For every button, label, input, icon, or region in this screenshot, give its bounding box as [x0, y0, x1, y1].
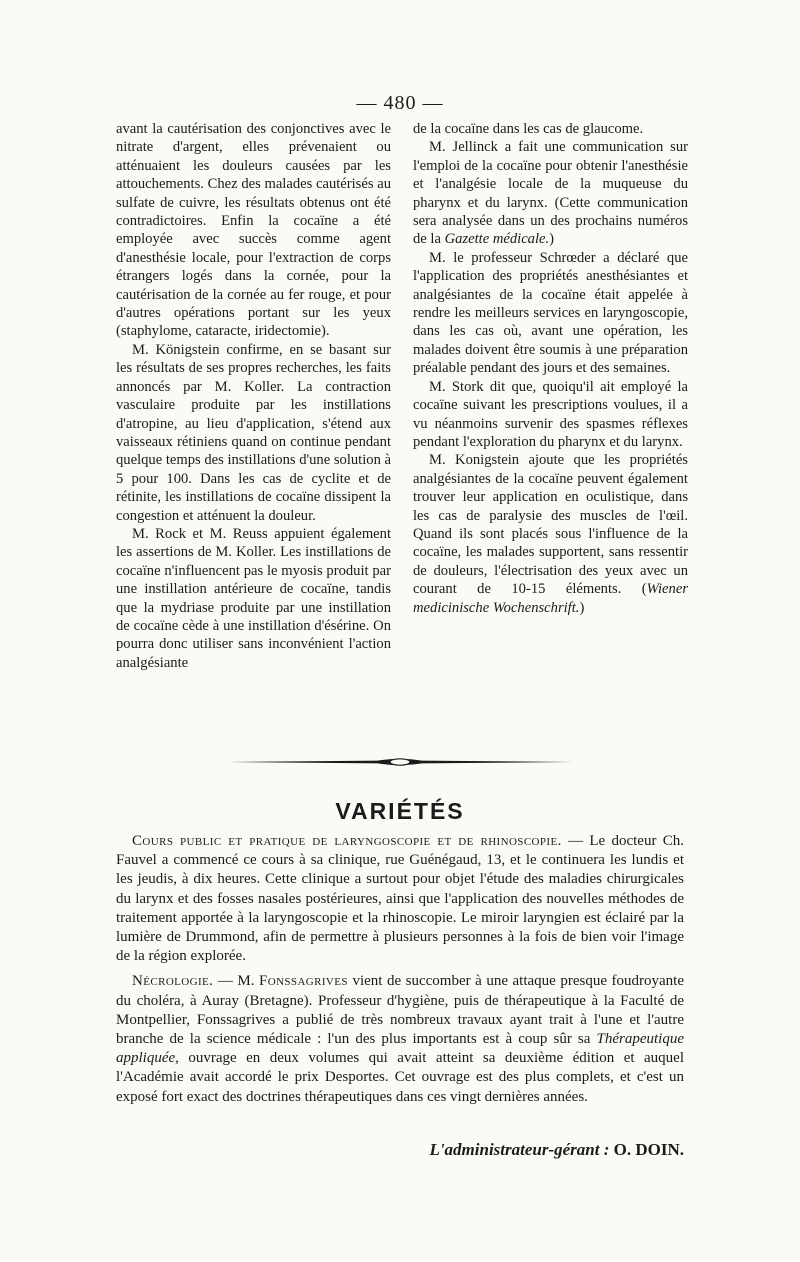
paragraph — [413, 138, 688, 248]
paragraph: M. Königstein confirme, en se basant sur les résultats de ses propres recherches, les faits annoncés par M. Koller. La contraction vasculaire produite par les instillations d'atropine, au lieu d'application, s'étend aux vaisseaux rétiniens quand on continue pendant quelque temps des instillations d'une solution à 5 pour 100. Dans les cas de cyclite et de rétinite, les instillations de cocaïne dissipent la congestion et atténuent la douleur. — [116, 341, 392, 524]
divider-ornament-icon — [228, 757, 573, 767]
news-text: vient de succomber à une attaque presque foudroyante du choléra, à Auray (Bretagne). Professeur d'hygiène, puis de thérapeutique à la Faculté de Montpellier, Fonssagrives a publié de très nombreux travaux ayant trait à l'une et l'autre branche de la science médicale : l'un des plus importants est à coup sûr sa — [116, 973, 684, 1048]
paragraph-tail: ) — [549, 231, 555, 248]
paragraph-text: M. Jellinck a fait une communication sur l'emploi de la cocaïne pour obtenir l'anesthésie et l'analgésie locale de la muqueuse du pharynx et du larynx. (Cette communication sera analysée dans un des prochains numéros de la — [413, 139, 688, 248]
paragraph: de la cocaïne dans les cas de glaucome. — [413, 121, 644, 137]
news-text: ouvrage en deux volumes qui avait atteint sa deuxième édition et auquel l'Académie avait accordé le prix Desportes. Cet ouvrage est des plus complets, et c'est un exposé fort exact des doctrines thérapeutiques dans ces vingt dernières années. — [116, 1050, 684, 1105]
citation: Wiener medicinische Wochenschrift. — [413, 581, 688, 616]
ornamental-divider — [228, 757, 573, 767]
paragraph: M. Rock et M. Reuss appuient également les assertions de M. Koller. Les instillations de cocaïne n'influencent pas le myosis produit par une instillation antérieure de cocaïne, tandis que la mydriase produite par une instillation de cocaïne cède à une instillation d'ésérine. On pourra donc utiliser sans inconvénient l'action analgésiante — [116, 525, 391, 671]
signature-name: O. DOIN. — [613, 1140, 684, 1159]
news-item — [116, 972, 684, 1106]
signature-role: L'administrateur-gérant : — [429, 1140, 614, 1159]
paragraph: avant la cautérisation des conjonctives avec le nitrate d'argent, elles prévenaient ou atténuaient les douleurs causées par les attouchements. Chez des malades cautérisés au sulfate de cuivre, les résultats obtenus ont été contradictoires. Enfin la cocaïne a été employée avec succès comme agent d'anesthésie locale, pour l'extraction de corps étrangers logés dans la cornée, pour la cautérisation de la cornée au fer rouge, et pour d'autres opérations portant sur les yeux (staphylome, cataracte, iridectomie). — [116, 121, 391, 340]
news-heading: Nécrologie. — [132, 973, 214, 990]
left-column — [116, 120, 391, 672]
paragraph-tail: ) — [579, 599, 585, 616]
person-name: Fonssagrives — [258, 973, 348, 990]
paragraph-text: M. Konigstein ajoute que les propriétés analgésiantes de la cocaïne peuvent également trouver leur application en oculistique, dans les cas de paralysie des muscles de l'œil. Quand ils sont placés sous l'influence de la cocaïne, les malades supportent, sans ressentir de douleurs, l'électrisation des yeux avec un courant de 10-15 éléments. ( — [413, 452, 688, 598]
right-column — [413, 120, 688, 672]
paragraph — [413, 451, 688, 617]
section-title: VARIÉTÉS — [335, 798, 465, 824]
news-heading: Cours public et pratique de laryngoscopie et de rhinoscopie. — [132, 833, 562, 849]
varietes-body — [116, 832, 684, 1113]
paragraph: M. Stork dit que, quoiqu'il ait employé la cocaïne suivant les prescriptions voulues, il a vu néanmoins survenir des spasmes réflexes pendant l'exploration du pharynx et du larynx. — [413, 378, 688, 450]
page-number: — 480 — — [356, 92, 444, 114]
news-text: — M. — [213, 973, 259, 990]
citation: Gazette médicale. — [444, 231, 550, 248]
news-text: — Le docteur Ch. Fauvel a commencé ce cours à sa clinique, rue Guénégaud, 13, et le continuera les lundis et les jeudis, à dix heures. Cette clinique a surtout pour objet l'étude des maladies chirurgicales du larynx et des fosses nasales postérieures, ainsi que l'application des nouvelles méthodes de traitement apportée à la laryngoscopie et la rhinoscopie. Le miroir laryngien est éclairé par la lumière de Drummond, afin de permettre à plusieurs personnes à la fois de bien voir l'image de la région explorée. — [116, 833, 684, 965]
book-title: Thérapeutique appliquée, — [116, 1031, 684, 1067]
two-column-text — [116, 120, 688, 672]
signature — [429, 1140, 684, 1160]
paragraph: M. le professeur Schrœder a déclaré que l'application des propriétés anesthésiantes et analgésiantes de la cocaïne était appelée à rendre les meilleurs services en laryngoscopie, dans les cas où, avant une opération, les malades doivent être soumis à une préparation préalable pendant des jours et des semaines. — [413, 249, 688, 377]
news-item — [116, 832, 684, 966]
